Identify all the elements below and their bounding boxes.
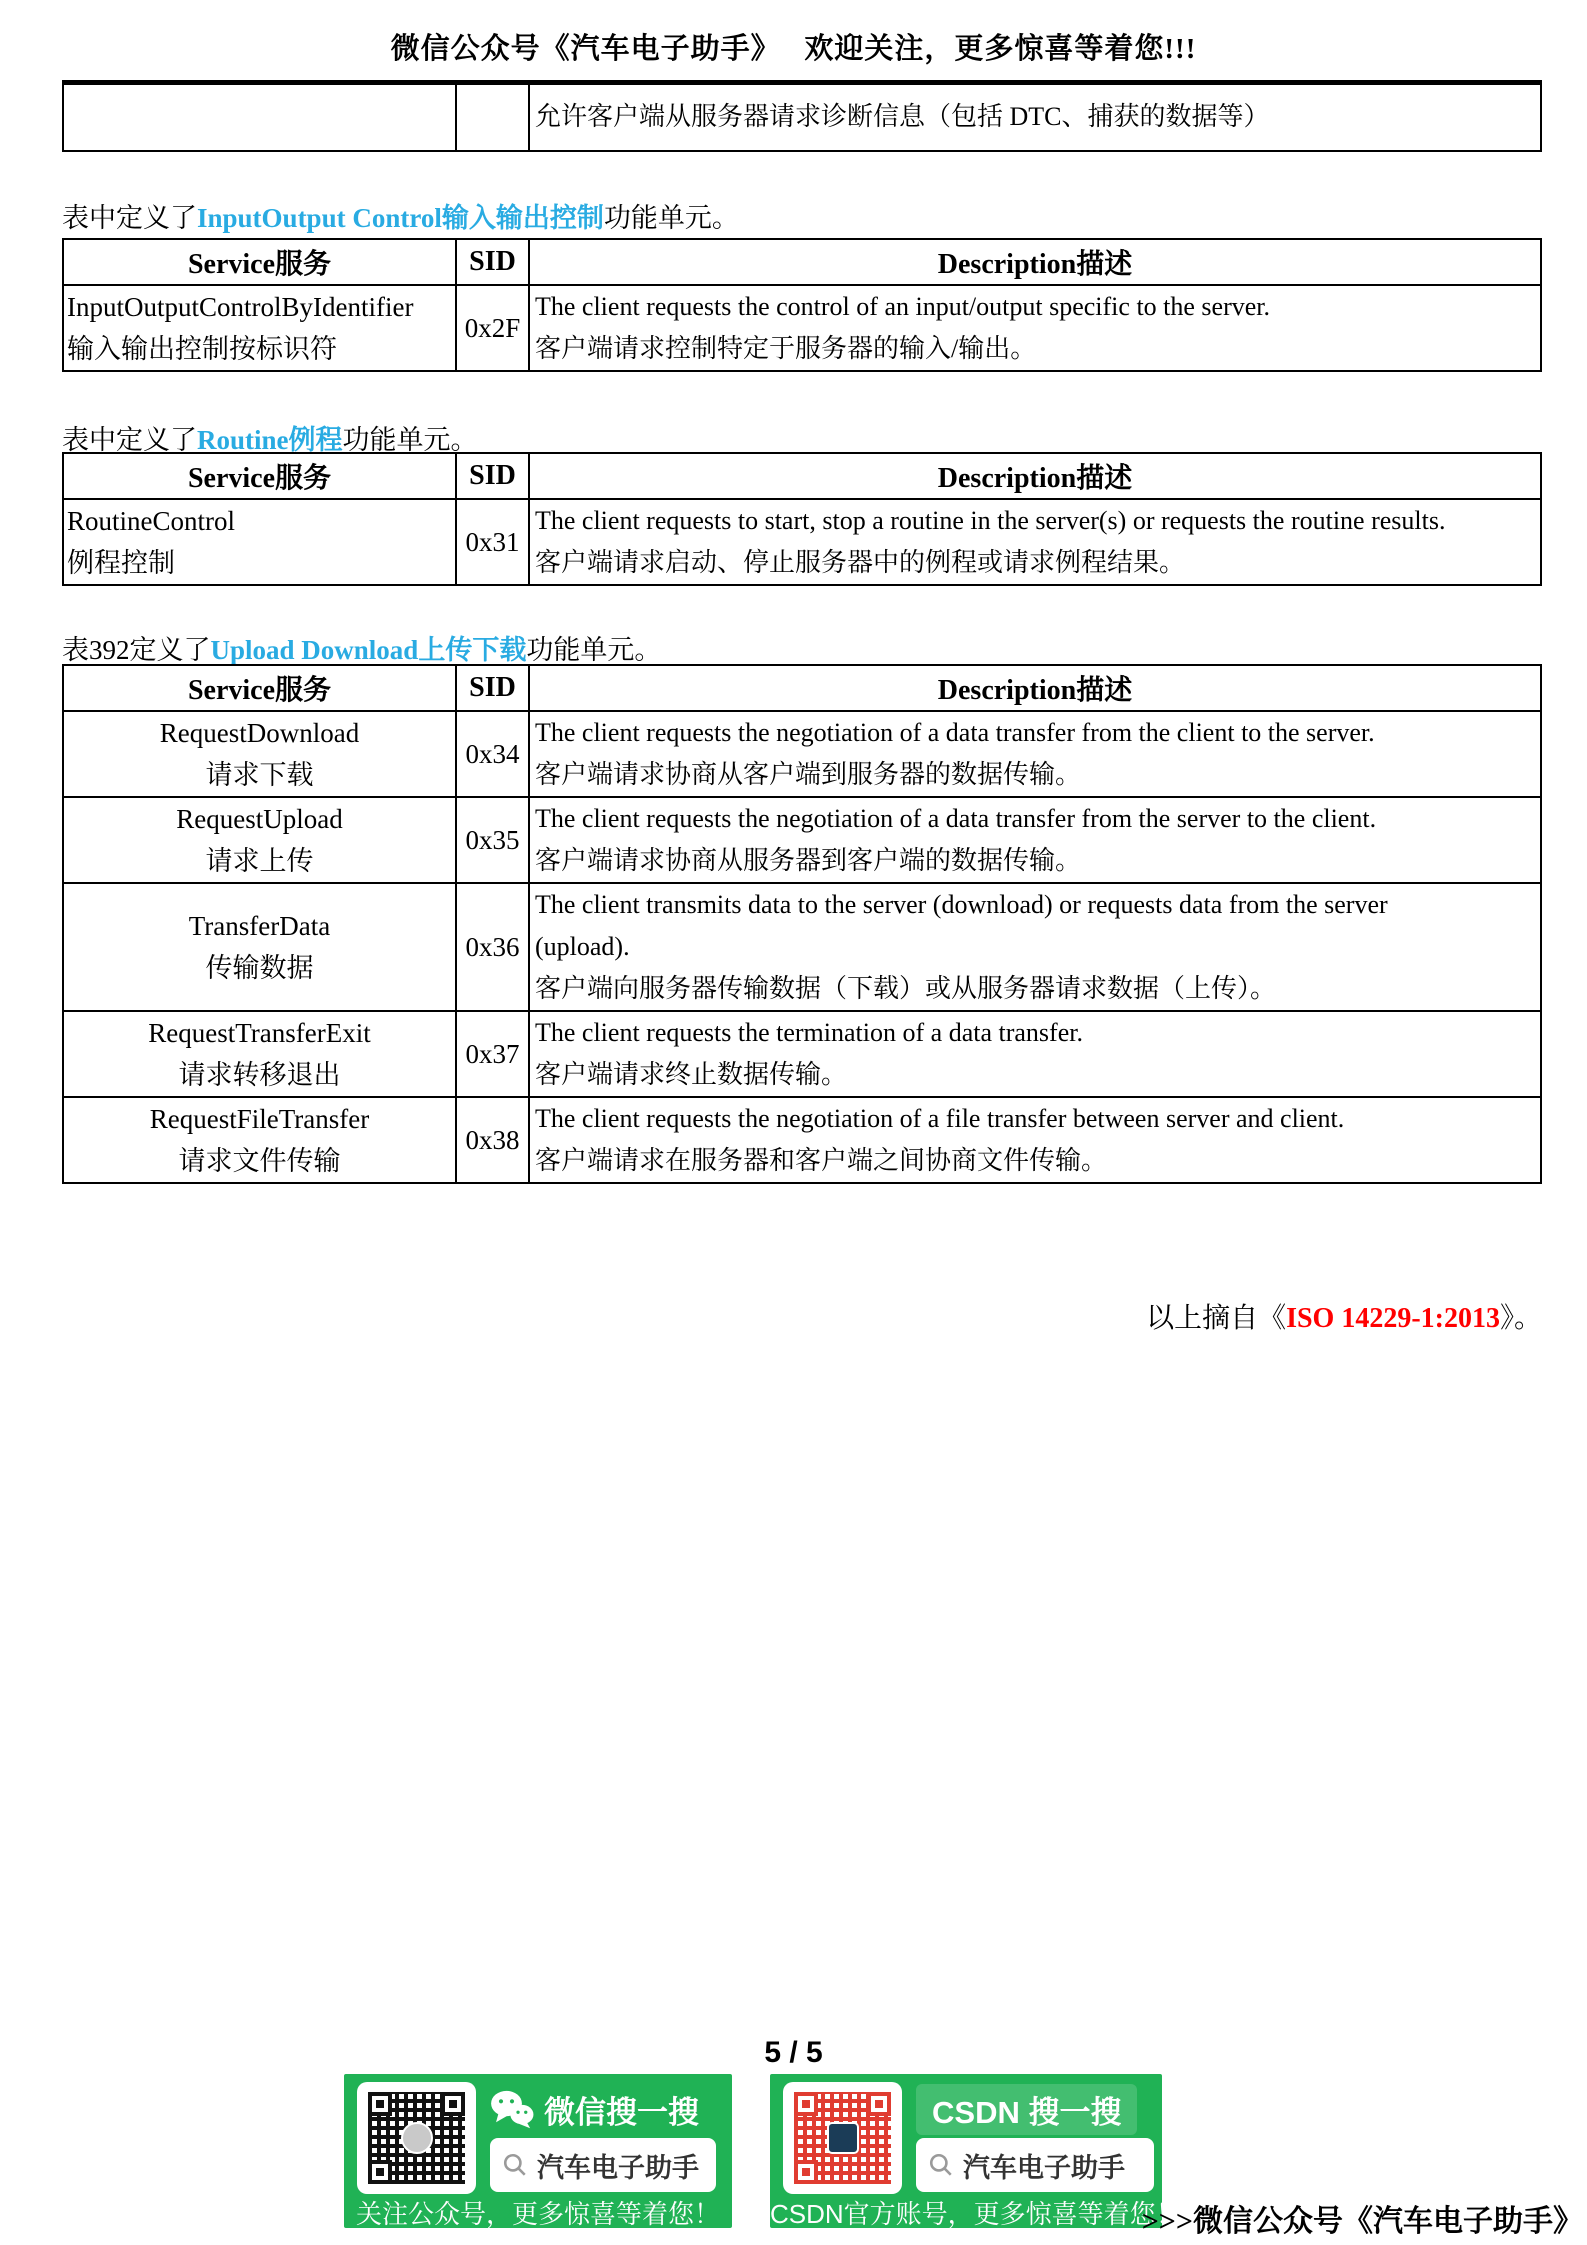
- footer-note: >>>微信公众号《汽车电子助手》: [1141, 2205, 1583, 2238]
- description-line: 允许客户端从服务器请求诊断信息（包括 DTC、捕获的数据等）: [535, 102, 1270, 131]
- continued-table: [62, 85, 1542, 152]
- sid-cell: 0x2F: [456, 285, 529, 371]
- intro-prefix: 表中定义了: [62, 425, 197, 455]
- sid-cell: 0x35: [456, 797, 529, 883]
- column-header-description: Description描述: [529, 239, 1541, 285]
- sid-cell: 0x36: [456, 883, 529, 1011]
- description-line: 客户端请求启动、停止服务器中的例程或请求例程结果。: [535, 548, 1186, 577]
- search-icon: [502, 2152, 528, 2178]
- description-cell: [529, 1011, 1541, 1097]
- intro-prefix: 表中定义了: [62, 203, 197, 233]
- section-intro-upload-download: [62, 628, 661, 667]
- wechat-search-box: [490, 2138, 716, 2192]
- description-line: The client requests to start, stop a routine in the server(s) or requests the routine results.: [535, 506, 1446, 535]
- csdn-qr-logo: [827, 2122, 859, 2154]
- search-icon: [928, 2152, 954, 2178]
- description-line: (upload).: [535, 932, 630, 961]
- description-cell: [529, 85, 1541, 151]
- service-cn: 输入输出控制按标识符: [67, 334, 337, 364]
- table-row: [63, 1011, 1541, 1097]
- table-header-row: [63, 239, 1541, 285]
- table-header-row: [63, 665, 1541, 711]
- column-header-service: Service服务: [63, 453, 456, 499]
- qr-finder-icon: [368, 2160, 392, 2184]
- description-cell: [529, 883, 1541, 1011]
- service-en: InputOutputControlByIdentifier: [67, 292, 414, 322]
- sid-cell: 0x34: [456, 711, 529, 797]
- service-en: RequestTransferExit: [148, 1018, 371, 1048]
- table-row: [63, 883, 1541, 1011]
- sid-cell: 0x31: [456, 499, 529, 585]
- page-header: 微信公众号《汽车电子助手》 欢迎关注，更多惊喜等着您!!!: [390, 33, 1197, 65]
- csdn-qr-code: [794, 2092, 891, 2184]
- service-cell: [63, 711, 456, 797]
- section-intro-io: [62, 196, 739, 235]
- column-header-description: Description描述: [529, 665, 1541, 711]
- wechat-icon: [490, 2089, 534, 2129]
- service-cn: 请求文件传输: [178, 1146, 341, 1176]
- csdn-search-text: 汽车电子助手: [963, 2152, 1125, 2183]
- description-line: The client requests the negotiation of a data transfer from the server to the client.: [535, 804, 1377, 833]
- intro-suffix: 功能单元。: [526, 635, 662, 665]
- service-en: TransferData: [188, 911, 331, 941]
- wechat-qr-logo: [401, 2122, 433, 2154]
- qr-finder-icon: [441, 2092, 465, 2116]
- wechat-qr-code: [368, 2092, 465, 2184]
- table-row: [63, 711, 1541, 797]
- description-line: The client requests the negotiation of a file transfer between server and client.: [535, 1104, 1345, 1133]
- description-line: The client transmits data to the server (download) or requests data from the server: [535, 890, 1388, 919]
- description-line: 客户端请求协商从客户端到服务器的数据传输。: [535, 760, 1082, 789]
- source-suffix: 》。: [1499, 1303, 1542, 1334]
- service-cn: 请求下载: [205, 760, 314, 790]
- service-en: RequestUpload: [176, 804, 343, 834]
- service-cn: 请求上传: [205, 846, 314, 876]
- description-line: The client requests the termination of a data transfer.: [535, 1018, 1083, 1047]
- service-cell: [63, 1011, 456, 1097]
- csdn-search-box: [916, 2138, 1154, 2192]
- sid-cell: 0x37: [456, 1011, 529, 1097]
- table-row: [63, 85, 1541, 151]
- wechat-search-text: 汽车电子助手: [537, 2152, 699, 2183]
- csdn-qr-tile: [783, 2082, 902, 2194]
- description-line: 客户端请求终止数据传输。: [535, 1060, 848, 1089]
- column-header-sid: SID: [456, 665, 529, 711]
- sid-cell: 0x38: [456, 1097, 529, 1183]
- iso-reference: ISO 14229-1:2013: [1286, 1303, 1500, 1334]
- source-note: [62, 1296, 1542, 1336]
- intro-suffix: 功能单元。: [342, 425, 478, 455]
- qr-finder-icon: [794, 2092, 818, 2116]
- description-line: The client requests the negotiation of a data transfer from the client to the server.: [535, 718, 1375, 747]
- wechat-banner-caption: 关注公众号，更多惊喜等着您！: [355, 2199, 720, 2229]
- wechat-brand-row: [490, 2086, 699, 2132]
- service-cn: 例程控制: [67, 548, 175, 578]
- service-en: RequestDownload: [159, 718, 360, 748]
- intro-suffix: 功能单元。: [603, 203, 739, 233]
- description-line: 客户端请求协商从服务器到客户端的数据传输。: [535, 846, 1082, 875]
- description-cell: [529, 499, 1541, 585]
- column-header-description: Description描述: [529, 453, 1541, 499]
- source-prefix: 以上摘自《: [1146, 1303, 1287, 1334]
- service-cn: 传输数据: [205, 953, 314, 983]
- csdn-banner: [770, 2074, 1182, 2229]
- service-cell: [63, 85, 456, 151]
- service-cell: [63, 285, 456, 371]
- service-cell: [63, 797, 456, 883]
- description-line: 客户端请求控制特定于服务器的输入/输出。: [535, 334, 1037, 363]
- service-cn: 请求转移退出: [178, 1060, 341, 1090]
- page-number: 5 / 5: [764, 2036, 823, 2069]
- table-row: [63, 797, 1541, 883]
- column-header-service: Service服务: [63, 665, 456, 711]
- service-cell: [63, 1097, 456, 1183]
- column-header-sid: SID: [456, 453, 529, 499]
- upload-download-table: [62, 664, 1542, 1184]
- table-row: [63, 285, 1541, 371]
- table-row: [63, 499, 1541, 585]
- wechat-brand-label: 微信搜一搜: [544, 2094, 699, 2130]
- service-en: RequestFileTransfer: [149, 1104, 370, 1134]
- column-header-service: Service服务: [63, 239, 456, 285]
- qr-finder-icon: [867, 2092, 891, 2116]
- description-cell: [529, 797, 1541, 883]
- description-line: 客户端向服务器传输数据（下载）或从服务器请求数据（上传）。: [535, 974, 1277, 1003]
- service-en: RoutineControl: [67, 506, 235, 536]
- routine-table: [62, 452, 1542, 586]
- description-cell: [529, 285, 1541, 371]
- description-line: The client requests the control of an input/output specific to the server.: [535, 292, 1271, 321]
- io-control-table: [62, 238, 1542, 372]
- intro-highlight: InputOutput Control输入输出控制: [197, 203, 604, 233]
- intro-highlight: Upload Download上传下载: [210, 635, 527, 665]
- description-cell: [529, 711, 1541, 797]
- description-line: 客户端请求在服务器和客户端之间协商文件传输。: [535, 1146, 1108, 1175]
- column-header-sid: SID: [456, 239, 529, 285]
- service-cell: [63, 499, 456, 585]
- wechat-banner: [344, 2074, 732, 2228]
- table-row: [63, 1097, 1541, 1183]
- intro-highlight: Routine例程: [197, 425, 343, 455]
- qr-finder-icon: [794, 2160, 818, 2184]
- qr-finder-icon: [368, 2092, 392, 2116]
- service-cell: [63, 883, 456, 1011]
- table-header-row: [63, 453, 1541, 499]
- wechat-qr-tile: [357, 2082, 476, 2194]
- csdn-brand-label: CSDN 搜一搜: [916, 2084, 1137, 2135]
- sid-cell: [456, 85, 529, 151]
- csdn-banner-caption: CSDN官方账号，更多惊喜等着您！: [770, 2199, 1182, 2229]
- description-cell: [529, 1097, 1541, 1183]
- intro-prefix: 表392定义了: [62, 635, 211, 665]
- csdn-brand-row: [916, 2086, 1137, 2132]
